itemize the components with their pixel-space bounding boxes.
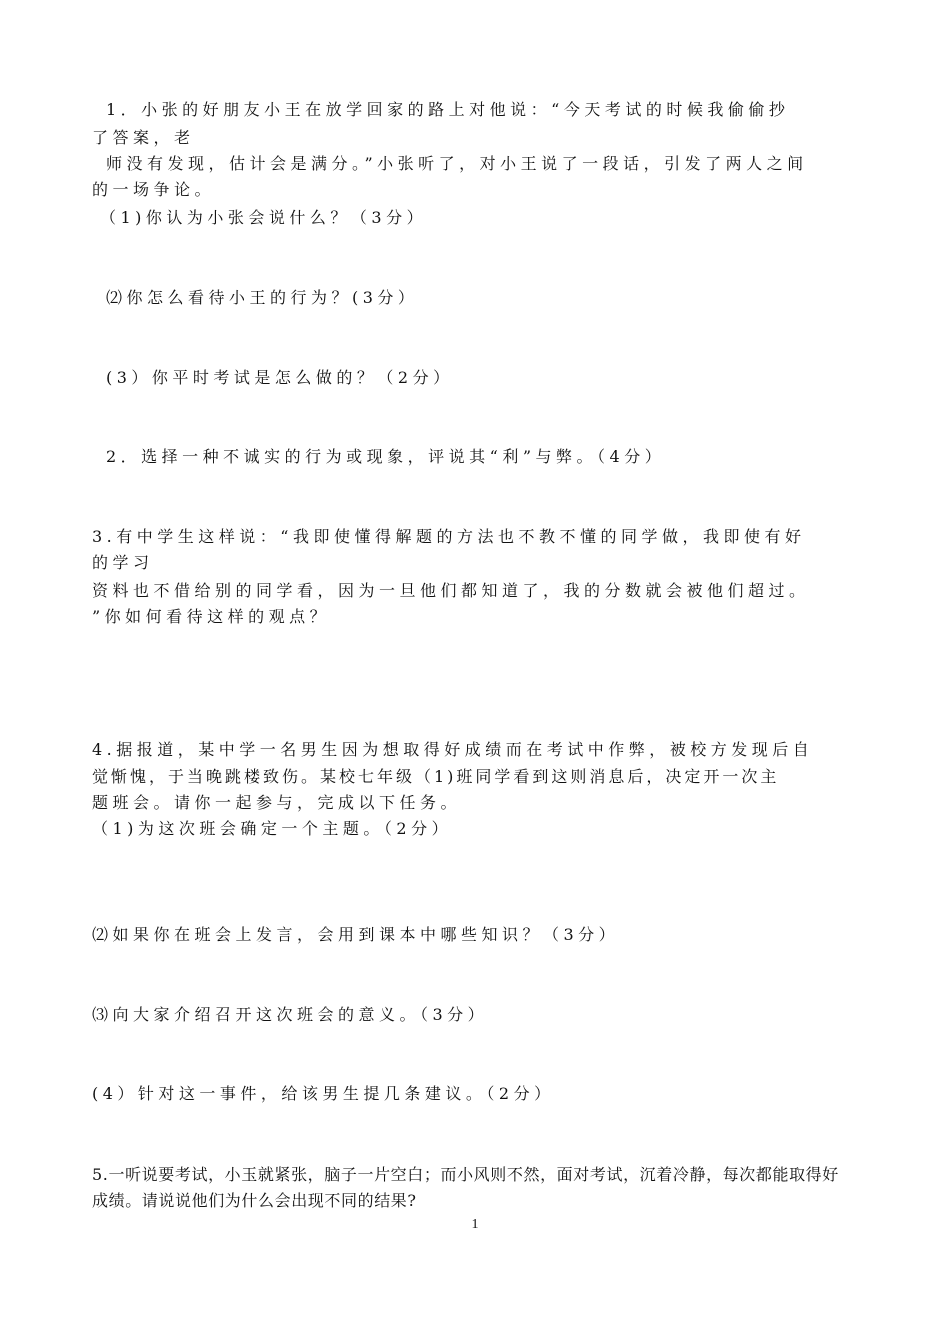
q3-line2: 的学习 xyxy=(92,553,154,572)
q4-line1: 4.据报道，某中学一名男生因为想取得好成绩而在考试中作弊，被校方发现后自 xyxy=(92,740,814,759)
q3-line4: ”你如何看待这样的观点？ xyxy=(92,607,331,626)
q1-stem-line2: 了答案，老 xyxy=(92,128,195,147)
q1-sub1: （1)你认为小张会说什么？（3分） xyxy=(100,208,428,227)
q5-line2: 成绩。请说说他们为什么会出现不同的结果? xyxy=(92,1191,417,1210)
q1-sub2: ⑵你怎么看待小王的行为？(3分） xyxy=(106,288,419,307)
q5-line1: 5.一听说要考试，小玉就紧张，脑子一片空白；而小风则不然，面对考试，沉着冷静，每次都能取得好 xyxy=(92,1165,839,1184)
page-number: 1 xyxy=(471,1217,479,1232)
q4-sub2: ⑵如果你在班会上发言，会用到课本中哪些知识？（3分） xyxy=(92,925,620,944)
q4-sub4: (4）针对这一事件，给该男生提几条建议。（2分） xyxy=(92,1084,555,1103)
q4-sub3: ⑶向大家介绍召开这次班会的意义。（3分） xyxy=(92,1005,489,1024)
q4-sub1: （1)为这次班会确定一个主题。（2分） xyxy=(92,819,453,838)
q1-stem-line4: 的一场争论。 xyxy=(92,180,216,199)
q4-line3: 题班会。请你一起参与，完成以下任务。 xyxy=(92,793,462,812)
q1-stem-line3: 师没有发现，估计会是满分。”小张听了，对小王说了一段话，引发了两人之间 xyxy=(106,154,808,173)
q3-line1: 3.有中学生这样说：“我即使懂得解题的方法也不教不懂的同学做，我即使有好 xyxy=(92,527,806,546)
q3-line3: 资料也不借给别的同学看，因为一旦他们都知道了，我的分数就会被他们超过。 xyxy=(92,581,810,600)
q1-sub3: (3）你平时考试是怎么做的？（2分） xyxy=(106,368,454,387)
q1-stem-line1: 1．小张的好朋友小王在放学回家的路上对他说：“今天考试的时候我偷偷抄 xyxy=(106,100,790,119)
q2-stem: 2．选择一种不诚实的行为或现象，评说其“利”与弊。（4分） xyxy=(106,447,666,466)
q4-line2: 觉惭愧，于当晚跳楼致伤。某校七年级（1)班同学看到这则消息后，决定开一次主 xyxy=(92,767,780,786)
